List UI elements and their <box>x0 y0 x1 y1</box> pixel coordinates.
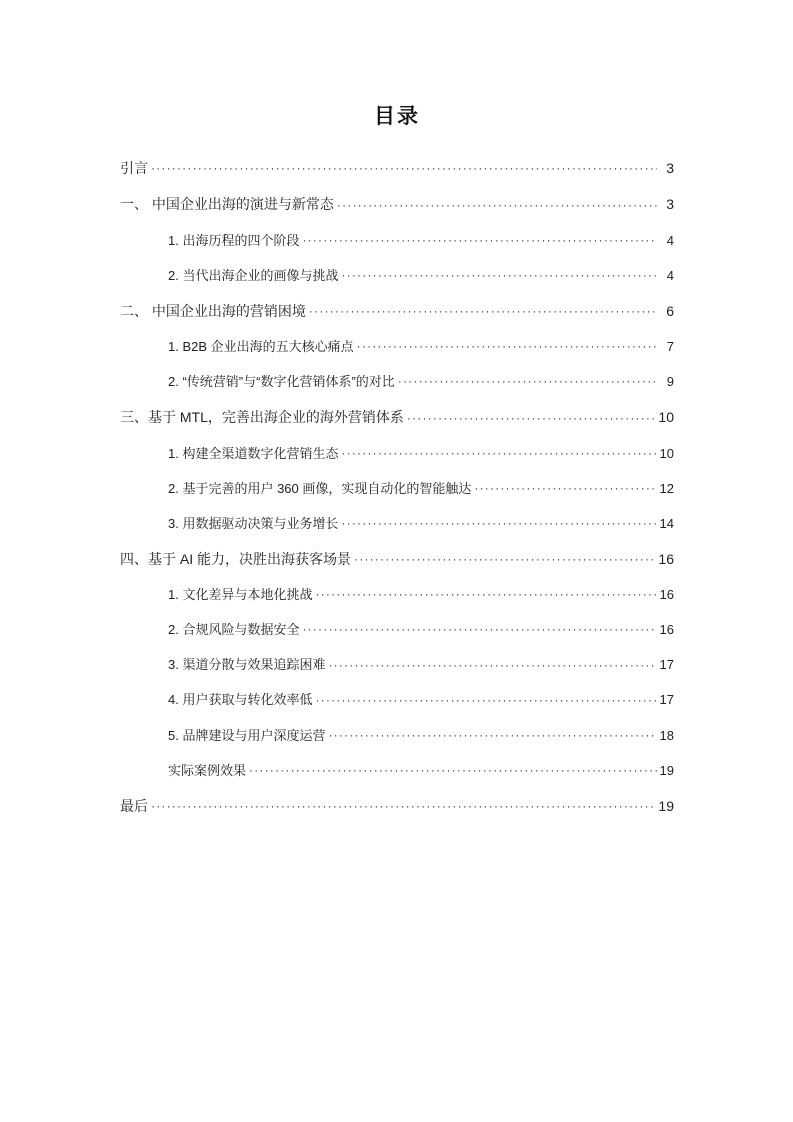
toc-leader-dots <box>407 413 656 426</box>
toc-entry[interactable] <box>120 409 674 426</box>
toc-entry-page: 19 <box>659 762 674 778</box>
toc-entry[interactable] <box>168 374 674 390</box>
page-title: 目录 <box>374 105 420 128</box>
toc-entry-label: 2. 合规风险与数据安全 <box>168 622 300 638</box>
toc-container <box>120 0 674 834</box>
toc-leader-dots <box>302 625 656 638</box>
toc-entry-label: 3. 渠道分散与效果追踪困难 <box>168 657 326 673</box>
toc-entry-label: 1. B2B 企业出海的五大核心痛点 <box>168 339 354 355</box>
toc-entry-page: 6 <box>666 302 674 319</box>
toc-entry-page: 19 <box>658 797 674 814</box>
toc-entry-page: 3 <box>666 160 674 176</box>
toc-entry-label: 引言 <box>120 160 148 176</box>
toc-entry-page: 16 <box>659 587 674 603</box>
toc-entry-label: 1. 出海历程的四个阶段 <box>168 232 300 248</box>
toc-entry[interactable] <box>168 516 674 532</box>
toc-leader-dots <box>315 590 656 603</box>
toc-leader-dots <box>328 730 656 743</box>
toc-leader-dots <box>354 555 655 568</box>
toc-entry-label: 2. 当代出海企业的画像与挑战 <box>168 267 339 283</box>
toc-entry[interactable] <box>168 587 674 603</box>
toc-entry[interactable] <box>168 339 674 355</box>
toc-entry-label: 2. 基于完善的用户 360 画像，实现自动化的智能触达 <box>168 480 472 496</box>
toc-leader-dots <box>249 765 657 778</box>
toc-leader-dots <box>309 307 657 320</box>
toc-leader-dots <box>151 802 655 815</box>
toc-entry[interactable] <box>120 196 674 213</box>
toc-entry-page: 4 <box>666 232 674 248</box>
toc-entry[interactable] <box>120 551 674 568</box>
toc-entry-page: 3 <box>666 196 674 213</box>
toc-leader-dots <box>341 270 657 283</box>
toc-entry-label: 5. 品牌建设与用户深度运营 <box>168 727 326 743</box>
toc-entry-label: 最后 <box>120 797 148 814</box>
toc-leader-dots <box>151 164 657 177</box>
toc-entry-label: 一、 中国企业出海的演进与新常态 <box>120 196 334 213</box>
toc-entry-label: 3. 用数据驱动决策与业务增长 <box>168 515 339 531</box>
toc-entry[interactable] <box>168 763 674 779</box>
toc-entry-page: 10 <box>658 409 674 426</box>
toc-leader-dots <box>337 200 657 213</box>
toc-entry-label: 二、 中国企业出海的营销困境 <box>120 302 306 319</box>
toc-entry[interactable] <box>168 233 674 249</box>
toc-leader-dots <box>341 518 656 531</box>
toc-leader-dots <box>398 377 657 390</box>
toc-entry[interactable] <box>120 303 674 320</box>
toc-entry[interactable] <box>168 622 674 638</box>
toc-entry-page: 17 <box>659 657 674 673</box>
toc-entry-page: 9 <box>666 374 674 390</box>
toc-entry-label: 三、基于 MTL，完善出海企业的海外营销体系 <box>120 409 404 426</box>
toc-entry[interactable] <box>168 481 674 497</box>
toc-leader-dots <box>315 695 656 708</box>
toc-entry-page: 14 <box>659 515 674 531</box>
toc-entry-label: 1. 文化差异与本地化挑战 <box>168 587 313 603</box>
toc-entry[interactable] <box>168 657 674 673</box>
toc-leader-dots <box>341 448 656 461</box>
toc-entry[interactable] <box>120 798 674 815</box>
toc-entry-label: 实际案例效果 <box>168 762 247 778</box>
toc-list <box>120 160 674 815</box>
toc-entry-label: 4. 用户获取与转化效率低 <box>168 692 313 708</box>
toc-entry-page: 4 <box>666 267 674 283</box>
toc-leader-dots <box>302 235 657 248</box>
toc-entry[interactable] <box>168 268 674 284</box>
toc-entry[interactable] <box>168 692 674 708</box>
toc-entry-page: 16 <box>658 550 674 567</box>
toc-entry[interactable] <box>168 446 674 462</box>
toc-entry-label: 1. 构建全渠道数字化营销生态 <box>168 445 339 461</box>
toc-entry-page: 16 <box>659 622 674 638</box>
toc-entry-label: 2. “传统营销”与“数字化营销体系”的对比 <box>168 374 395 390</box>
toc-entry-page: 17 <box>659 692 674 708</box>
toc-entry[interactable] <box>120 160 674 177</box>
toc-entry[interactable] <box>168 728 674 744</box>
toc-entry-page: 18 <box>659 727 674 743</box>
toc-entry-page: 10 <box>659 445 674 461</box>
toc-leader-dots <box>357 342 657 355</box>
toc-entry-page: 7 <box>666 339 674 355</box>
toc-leader-dots <box>328 660 656 673</box>
toc-entry-page: 12 <box>659 480 674 496</box>
toc-entry-label: 四、基于 AI 能力，决胜出海获客场景 <box>120 550 352 567</box>
toc-leader-dots <box>474 483 656 496</box>
